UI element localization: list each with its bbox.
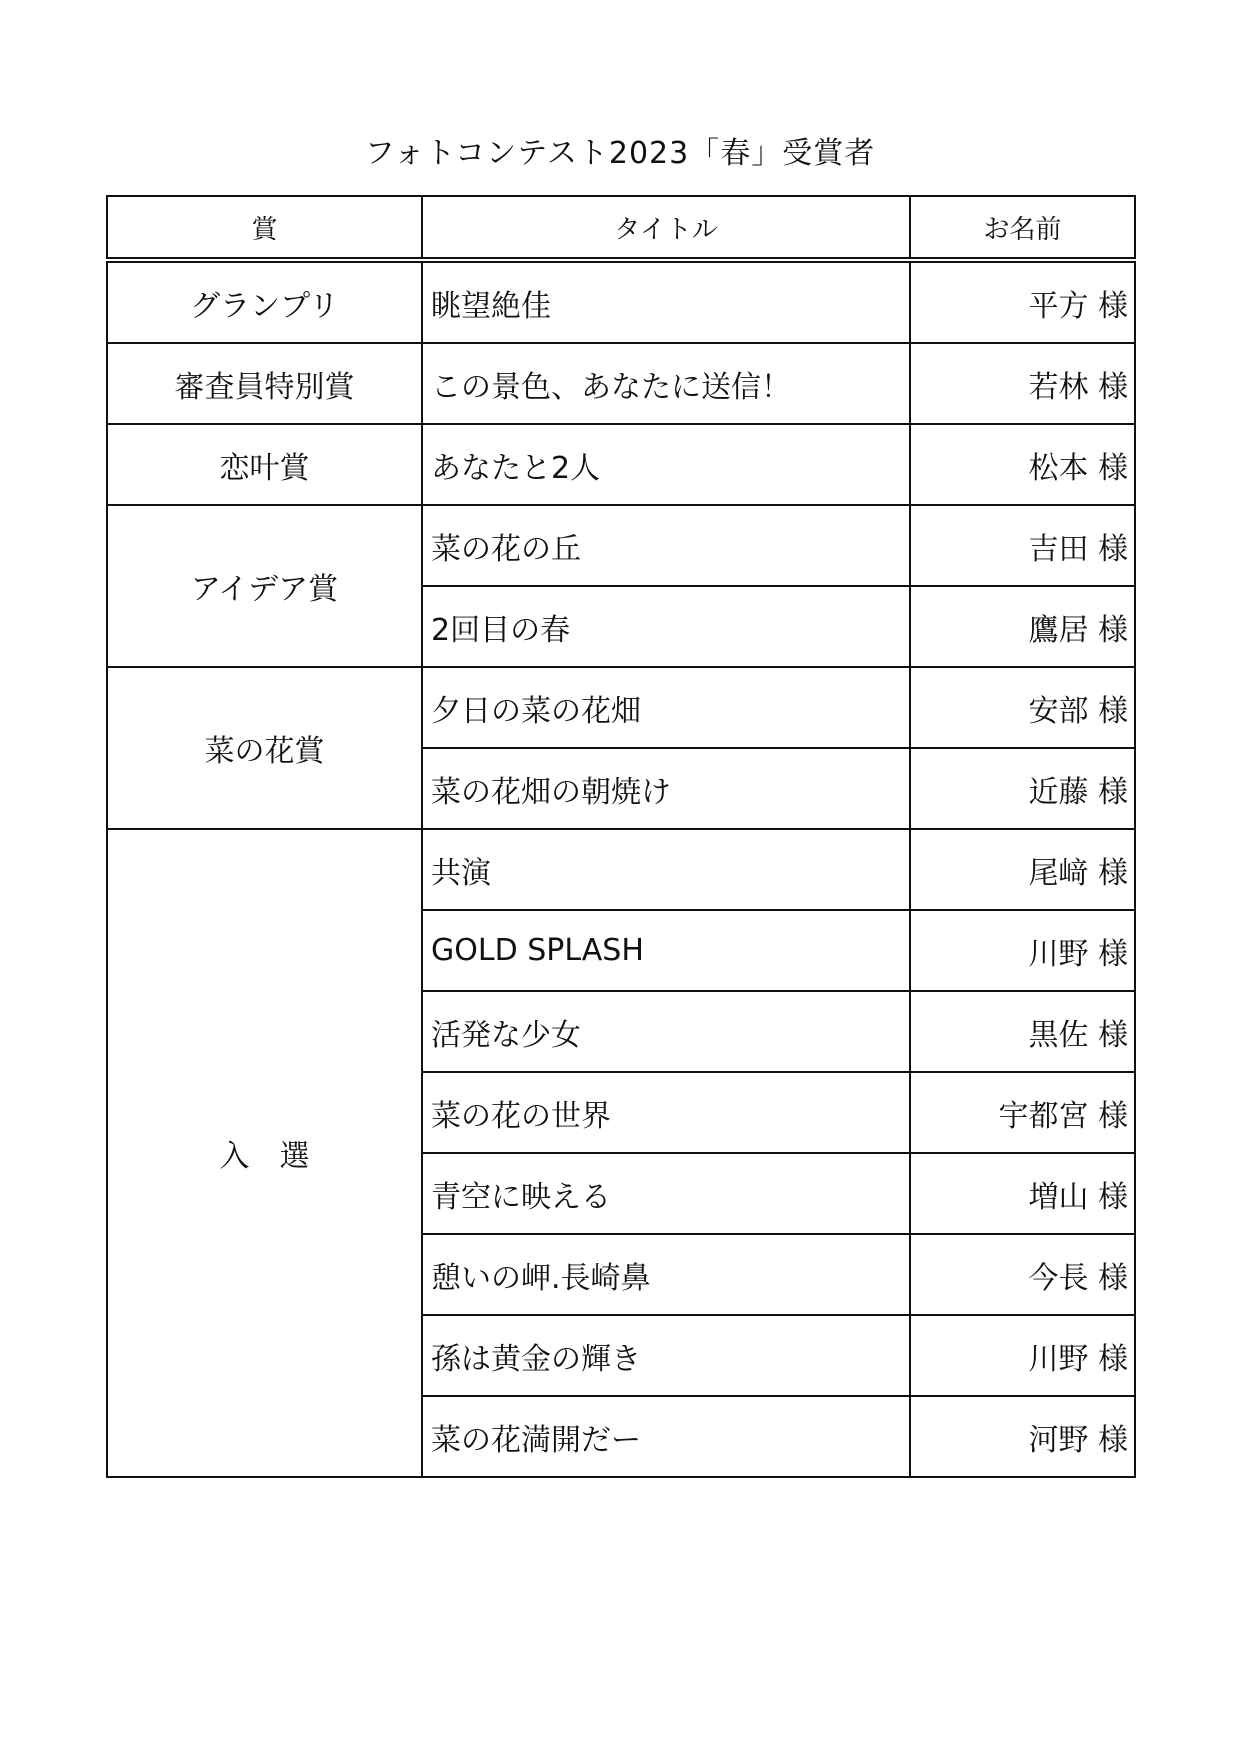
- photo-title-cell: 菜の花畑の朝焼け: [422, 748, 910, 829]
- header-name: お名前: [910, 196, 1135, 260]
- photo-title-cell: 青空に映える: [422, 1153, 910, 1234]
- winner-name-cell: 今長 様: [910, 1234, 1135, 1315]
- prize-cell: 入 選: [107, 829, 422, 1477]
- winner-name-cell: 増山 様: [910, 1153, 1135, 1234]
- photo-title-cell: GOLD SPLASH: [422, 910, 910, 991]
- winner-name-cell: 吉田 様: [910, 505, 1135, 586]
- winner-name-cell: 平方 様: [910, 260, 1135, 343]
- photo-title-cell: 眺望絶佳: [422, 260, 910, 343]
- winner-name-cell: 近藤 様: [910, 748, 1135, 829]
- awards-table: [106, 195, 1136, 1478]
- winner-name-cell: 宇都宮 様: [910, 1072, 1135, 1153]
- photo-title-cell: 夕日の菜の花畑: [422, 667, 910, 748]
- winner-name-cell: 安部 様: [910, 667, 1135, 748]
- winner-name-cell: 川野 様: [910, 1315, 1135, 1396]
- table-row: [107, 505, 1135, 586]
- prize-cell: 恋叶賞: [107, 424, 422, 505]
- winner-name-cell: 松本 様: [910, 424, 1135, 505]
- table-row: [107, 260, 1135, 343]
- document-title: フォトコンテスト2023「春」受賞者: [364, 136, 876, 171]
- photo-title-cell: 憩いの岬.長崎鼻: [422, 1234, 910, 1315]
- table-row: [107, 829, 1135, 910]
- prize-cell: 菜の花賞: [107, 667, 422, 829]
- table-row: [107, 424, 1135, 505]
- photo-title-cell: 活発な少女: [422, 991, 910, 1072]
- photo-title-cell: この景色、あなたに送信！: [422, 343, 910, 424]
- prize-cell: 審査員特別賞: [107, 343, 422, 424]
- photo-title-cell: 2回目の春: [422, 586, 910, 667]
- table-row: [107, 667, 1135, 748]
- header-prize: 賞: [107, 196, 422, 260]
- photo-title-cell: 菜の花の世界: [422, 1072, 910, 1153]
- photo-title-cell: 菜の花の丘: [422, 505, 910, 586]
- awards-table-body: [107, 260, 1135, 1477]
- photo-title-cell: 孫は黄金の輝き: [422, 1315, 910, 1396]
- winner-name-cell: 尾﨑 様: [910, 829, 1135, 910]
- prize-cell: アイデア賞: [107, 505, 422, 667]
- prize-cell: グランプリ: [107, 260, 422, 343]
- table-header-row: [107, 196, 1135, 260]
- photo-title-cell: あなたと2人: [422, 424, 910, 505]
- photo-title-cell: 菜の花満開だー: [422, 1396, 910, 1477]
- winner-name-cell: 川野 様: [910, 910, 1135, 991]
- winner-name-cell: 河野 様: [910, 1396, 1135, 1477]
- photo-title-cell: 共演: [422, 829, 910, 910]
- winner-name-cell: 鷹居 様: [910, 586, 1135, 667]
- winner-name-cell: 若林 様: [910, 343, 1135, 424]
- table-row: [107, 343, 1135, 424]
- header-title: タイトル: [422, 196, 910, 260]
- winner-name-cell: 黒佐 様: [910, 991, 1135, 1072]
